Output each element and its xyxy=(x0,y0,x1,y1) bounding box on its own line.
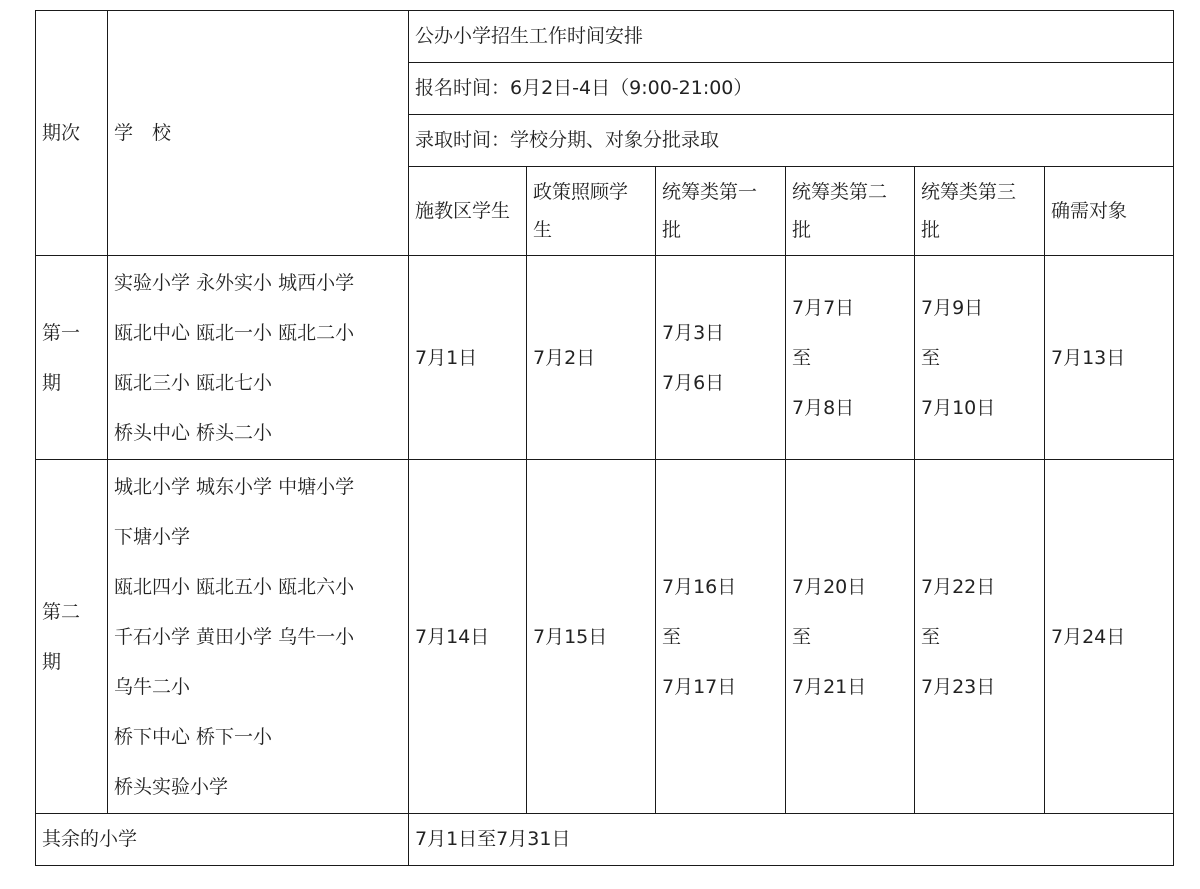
column-header xyxy=(915,167,1045,256)
schools-cell-line: 桥头中心 桥头二小 xyxy=(114,421,273,444)
column-header-line: 批 xyxy=(921,219,941,241)
date-cell xyxy=(786,460,915,814)
schools-cell-line: 瓯北四小 瓯北五小 瓯北六小 xyxy=(114,575,355,598)
schools-cell-line: 千石小学 黄田小学 乌牛一小 xyxy=(114,625,355,648)
schools-cell-line: 下塘小学 xyxy=(114,525,191,548)
date-cell-line: 7月15日 xyxy=(533,625,608,648)
schools-cell-line: 城北小学 城东小学 中塘小学 xyxy=(114,475,355,498)
date-cell xyxy=(915,460,1045,814)
date-cell-line: 7月1日 xyxy=(415,346,478,369)
date-cell xyxy=(527,460,656,814)
date-cell-line: 7月8日 xyxy=(792,396,855,419)
period-cell-line: 第一 xyxy=(42,321,81,344)
period-cell-line: 期 xyxy=(42,371,62,394)
footer-value: 7月1日至7月31日 xyxy=(409,814,1174,866)
column-header-line: 统筹类第一 xyxy=(662,181,758,203)
enrollment-schedule-table xyxy=(35,10,1174,866)
date-cell-line: 至 xyxy=(792,346,812,369)
schools-cell-line: 实验小学 永外实小 城西小学 xyxy=(114,271,355,294)
date-cell xyxy=(915,256,1045,460)
column-header-line: 政策照顾学 xyxy=(533,181,629,203)
schools-cell-line: 桥头实验小学 xyxy=(114,775,229,798)
column-header xyxy=(1045,167,1174,256)
header-period: 期次 xyxy=(36,11,108,256)
schools-cell-line: 乌牛二小 xyxy=(114,675,191,698)
date-cell xyxy=(1045,256,1174,460)
date-cell xyxy=(656,256,786,460)
header-title: 公办小学招生工作时间安排 xyxy=(409,11,1174,63)
column-header-line: 批 xyxy=(792,219,812,241)
date-cell-line: 7月7日 xyxy=(792,296,855,319)
date-cell xyxy=(1045,460,1174,814)
date-cell xyxy=(656,460,786,814)
date-cell-line: 至 xyxy=(921,346,941,369)
date-cell-line: 7月2日 xyxy=(533,346,596,369)
date-cell-line: 至 xyxy=(921,625,941,648)
date-cell-line: 7月21日 xyxy=(792,675,867,698)
column-header xyxy=(527,167,656,256)
column-header-line: 生 xyxy=(533,219,553,241)
period-cell-line: 期 xyxy=(42,650,62,673)
date-cell-line: 7月23日 xyxy=(921,675,996,698)
date-cell-line: 7月14日 xyxy=(415,625,490,648)
date-cell-line: 至 xyxy=(662,625,682,648)
date-cell-line: 7月10日 xyxy=(921,396,996,419)
date-cell xyxy=(409,256,527,460)
date-cell-line: 7月3日 xyxy=(662,321,725,344)
schools-cell xyxy=(108,256,409,460)
header-registration: 报名时间：6月2日-4日（9:00-21:00） xyxy=(409,63,1174,115)
column-header-line: 统筹类第三 xyxy=(921,181,1017,203)
date-cell-line: 7月20日 xyxy=(792,575,867,598)
column-header xyxy=(786,167,915,256)
column-header-line: 统筹类第二 xyxy=(792,181,888,203)
column-header-line: 施教区学生 xyxy=(415,199,511,222)
date-cell-line: 7月24日 xyxy=(1051,625,1126,648)
column-header xyxy=(656,167,786,256)
date-cell xyxy=(786,256,915,460)
date-cell-line: 7月9日 xyxy=(921,296,984,319)
date-cell-line: 7月6日 xyxy=(662,371,725,394)
schools-cell-line: 瓯北中心 瓯北一小 瓯北二小 xyxy=(114,321,355,344)
header-school: 学 校 xyxy=(108,11,409,256)
date-cell-line: 7月16日 xyxy=(662,575,737,598)
period-cell-line: 第二 xyxy=(42,600,81,623)
date-cell xyxy=(409,460,527,814)
column-header-line: 批 xyxy=(662,219,682,241)
schools-cell xyxy=(108,460,409,814)
date-cell xyxy=(527,256,656,460)
date-cell-line: 7月22日 xyxy=(921,575,996,598)
date-cell-line: 至 xyxy=(792,625,812,648)
period-cell xyxy=(36,460,108,814)
schools-cell-line: 桥下中心 桥下一小 xyxy=(114,725,273,748)
column-header-line: 确需对象 xyxy=(1051,199,1128,222)
header-admission: 录取时间：学校分期、对象分批录取 xyxy=(409,115,1174,167)
footer-label: 其余的小学 xyxy=(36,814,409,866)
schools-cell-line: 瓯北三小 瓯北七小 xyxy=(114,371,273,394)
period-cell xyxy=(36,256,108,460)
date-cell-line: 7月13日 xyxy=(1051,346,1126,369)
date-cell-line: 7月17日 xyxy=(662,675,737,698)
column-header xyxy=(409,167,527,256)
